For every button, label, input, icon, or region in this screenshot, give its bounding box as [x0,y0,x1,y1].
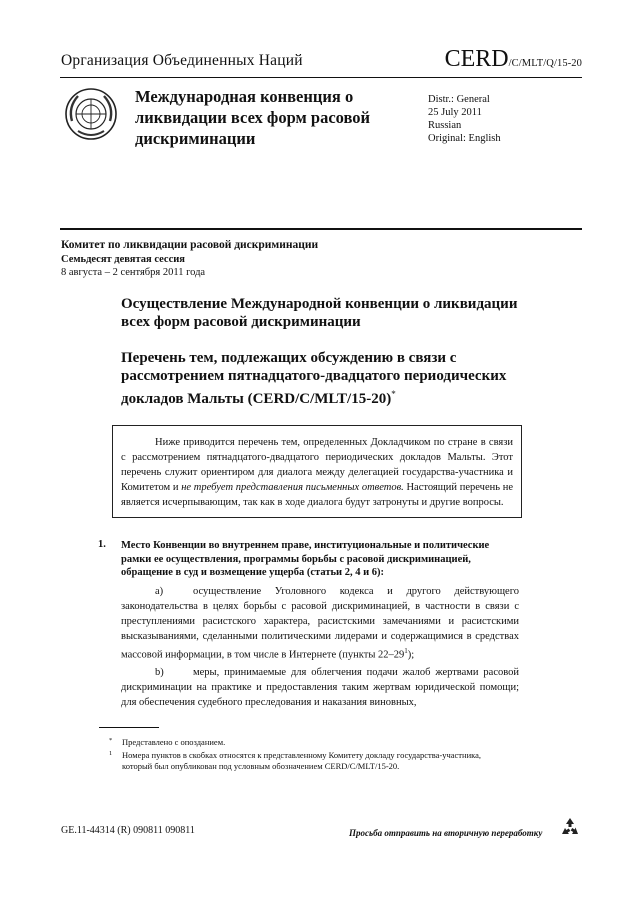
recycle-icon [558,815,582,839]
paragraph-a-label: a) [155,586,164,597]
paragraph-b-label: b) [155,667,164,678]
paragraph-a-text [121,584,519,663]
footnote-mark: 1 [109,750,113,757]
paragraph-b [121,665,519,710]
note-text-italic: не требует представления письменных ответов. [181,482,404,493]
paragraph-b-text [121,665,519,710]
header-rule [60,77,582,78]
paragraph-a-body: осуществление Уголовного кодекса и другого действующего законодательства в целях борьбы с расовой дискриминацией, в частности в связи с преступлениями расистского характера, расистскими замечаниями и расистскими высказываниями, сделанными политическими лидерами и содержащимися в средствах массовой информации, в том числе в Интернете (пункты 22–29 [121,586,519,661]
note-text-part2: Настоящий перечень не является исчерпывающим, так как в ходе диалога будут затронуты и другие вопросы. [121,482,513,508]
footnote-1 [99,750,499,772]
date-line: 25 July 2011 [428,107,482,118]
sub-heading [121,349,521,408]
recycle-note: Просьба отправить на вторичную переработку [349,828,543,838]
footnote-ref-1: 1 [404,647,408,655]
language-line: Russian [428,120,462,131]
symbol-suffix: /C/MLT/Q/15-20 [508,58,582,69]
un-emblem-icon [64,87,118,141]
paragraph-a [121,584,519,663]
footnote-mark: * [109,737,113,744]
section-title: Место Конвенции во внутреннем праве, институциональные и политические рамки ее осуществления, программы борьбы с расовой дискриминацией, обращение в суд и возмещение ущерба (статьи 2, 4 и 6): [121,540,490,578]
footnote-text: Номера пунктов в скобках относятся к представленному Комитету докладу государства-участника, который был опубликован под условным обозначением CERD/C/MLT/15-20. [122,750,482,771]
original-language-line: Original: English [428,133,501,144]
committee-name: Комитет по ликвидации расовой дискриминации [61,239,319,251]
footnote-text: Представлено с опозданием. [122,737,226,747]
introductory-note-box [112,425,522,518]
document-symbol [445,46,582,73]
note-text [121,435,513,510]
footnote-star [99,737,499,748]
header-thick-rule [60,228,582,230]
sub-heading-footnote-mark: * [391,389,396,399]
distribution-info [428,93,501,145]
document-number: GE.11-44314 (R) 090811 090811 [61,825,195,836]
session-dates: 8 августа – 2 сентября 2011 года [61,267,206,278]
paragraph-b-body: меры, принимаемые для облегчения подачи жалоб жертвами расовой дискриминации на практике и предоставления таким жертвам юридической помощи; для обеспечения судебного преследования и наказания виновных, [121,667,519,708]
sub-heading-text: Перечень тем, подлежащих обсуждению в связи с рассмотрением пятнадцатого-двадцатого периодических докладов Мальты (CERD/C/MLT/15-20) [121,350,507,407]
organization-name: Организация Объединенных Наций [61,52,303,69]
convention-title: Международная конвенция о ликвидации всех форм расовой дискриминации [135,87,371,148]
footnote-rule [99,727,159,728]
distr-line: Distr.: General [428,94,490,105]
symbol-main: CERD [444,46,509,72]
main-heading: Осуществление Международной конвенции о ликвидации всех форм расовой дискриминации [121,296,518,330]
session-name: Семьдесят девятая сессия [61,254,185,265]
paragraph-a-end: ); [407,649,415,661]
note-text-part1: Ниже приводится перечень тем, определенных Докладчиком по стране в связи с рассмотрением пятнадцатого-двадцатого периодических докладов Мальты. Этот перечень служит ориентиром для диалога между делегацией государства-участника и Комитетом и [121,437,513,493]
section-number: 1. [98,539,106,550]
